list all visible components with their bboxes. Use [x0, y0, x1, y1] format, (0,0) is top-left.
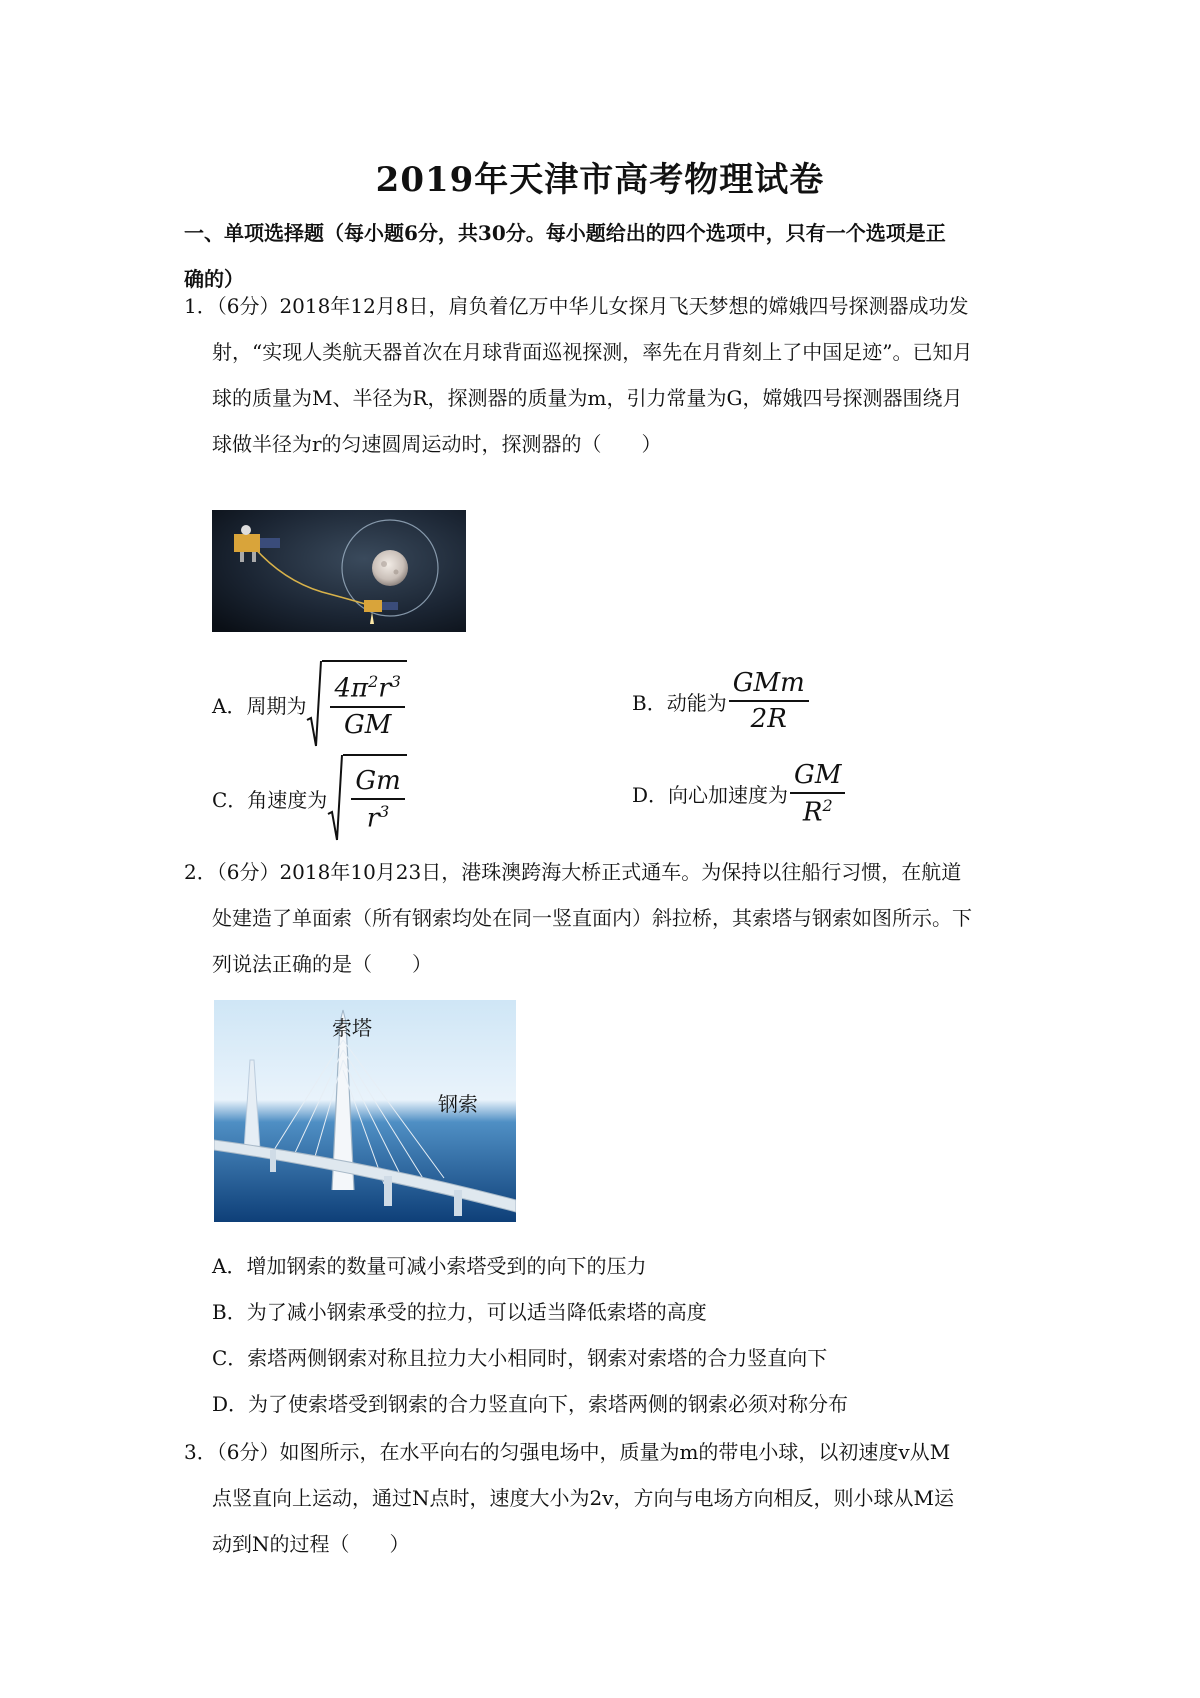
q1-line-4: 球做半径为r的匀速圆周运动时，探测器的（ ） [212, 432, 662, 456]
bridge-label-tower: 索塔 [332, 1016, 372, 1040]
q2-option-b[interactable]: B．为了减小钢索承受的拉力，可以适当降低索塔的高度 [212, 1300, 707, 1324]
q1-option-c[interactable] [212, 754, 407, 842]
q1-option-b-label: B．动能为 [632, 690, 727, 715]
q1-option-b[interactable] [632, 668, 809, 734]
q3-line-1: 3．（6分）如图所示，在水平向右的匀强电场中，质量为m的带电小球，以初速度v从M [184, 1440, 951, 1464]
lunar-probe-illustration [212, 510, 466, 632]
q2-option-c[interactable]: C．索塔两侧钢索对称且拉力大小相同时，钢索对索塔的合力竖直向下 [212, 1346, 828, 1370]
q1-option-c-fraction: $\frac{Gm}{r^3}$ [351, 766, 404, 834]
q1-line-2: 射，“实现人类航天器首次在月球背面巡视探测，率先在月背刻上了中国足迹”。已知月 [212, 340, 973, 364]
q2-line-2: 处建造了单面索（所有钢索均处在同一竖直面内）斜拉桥，其索塔与钢索如图所示。下 [212, 906, 972, 930]
q1-option-a[interactable] [212, 660, 407, 748]
q2-option-d[interactable]: D．为了使索塔受到钢索的合力竖直向下，索塔两侧的钢索必须对称分布 [212, 1392, 849, 1416]
q1-option-a-fraction: $\frac{4\pi^2r^3}{GM}$ [330, 672, 404, 740]
q1-line-3: 球的质量为M、半径为R，探测器的质量为m，引力常量为G，嫦娥四号探测器围绕月 [212, 386, 963, 410]
q2-line-1: 2．（6分）2018年10月23日，港珠澳跨海大桥正式通车。为保持以往船行习惯，在航道 [184, 860, 962, 884]
q1-line-1: 1．（6分）2018年12月8日，肩负着亿万中华儿女探月飞天梦想的嫦娥四号探测器成功发 [184, 294, 969, 318]
section-heading [184, 210, 1024, 302]
q1-option-b-fraction: $\frac{\text{GMm}}{2R}$ [729, 668, 809, 734]
q2-line-3: 列说法正确的是（ ） [212, 952, 432, 976]
bridge-label-cable: 钢索 [438, 1092, 478, 1116]
q1-option-d-fraction: $\frac{GM}{R^2}$ [790, 760, 845, 828]
lunar-probe-figure [212, 510, 466, 632]
section-heading-line2: 确的） [184, 267, 244, 291]
q1-option-d[interactable] [632, 760, 845, 828]
q1-option-c-sqrt [327, 754, 406, 842]
q3-line-2: 点竖直向上运动，通过N点时，速度大小为2v，方向与电场方向相反，则小球从M运 [212, 1486, 955, 1510]
q1-option-d-label: D．向心加速度为 [632, 783, 789, 808]
q3-line-3: 动到N的过程（ ） [212, 1532, 410, 1556]
q2-option-a[interactable]: A．增加钢索的数量可减小索塔受到的向下的压力 [212, 1254, 647, 1278]
q1-option-c-label: C．角速度为 [212, 787, 328, 812]
q1-option-a-sqrt [306, 660, 406, 748]
q1-option-a-label: A．周期为 [212, 693, 307, 718]
page-title: 2019年天津市高考物理试卷 [375, 160, 825, 200]
bridge-figure [214, 1000, 516, 1222]
section-heading-line1: 一、单项选择题（每小题6分，共30分。每小题给出的四个选项中，只有一个选项是正 [184, 221, 946, 245]
